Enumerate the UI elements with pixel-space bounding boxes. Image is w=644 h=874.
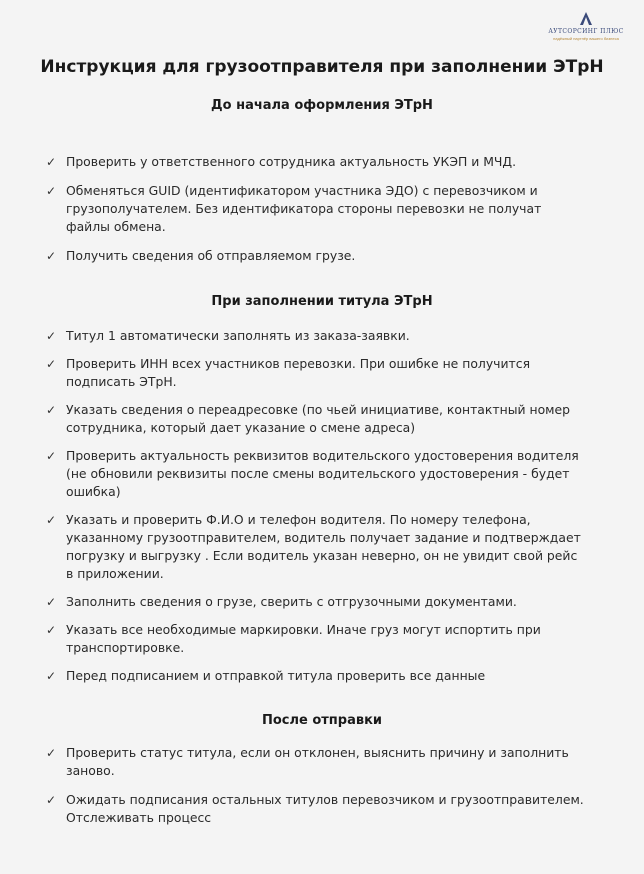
section-heading-filling: При заполнении титула ЭТрН — [211, 294, 433, 309]
check-icon: ✓ — [46, 329, 57, 343]
list-item: ✓ Обменяться GUID (идентификатором участника ЭДО) с перевозчиком и грузополучателем. Без идентификатора стороны перевозки не получат файлы обмена. — [46, 183, 542, 234]
list-item: ✓ Ожидать подписания остальных титулов перевозчиком и грузоотправителем. Отслеживать процесс — [46, 792, 584, 825]
list-item: ✓ Перед подписанием и отправкой титула проверить все данные — [46, 668, 486, 683]
check-icon: ✓ — [46, 746, 57, 760]
check-icon: ✓ — [46, 669, 57, 683]
section-heading-after: После отправки — [261, 713, 383, 728]
list-item: ✓ Проверить актуальность реквизитов водительского удостоверения водителя (не обновили реквизиты после смены водительского удостоверения - будет ошибка) — [46, 448, 579, 499]
check-icon: ✓ — [46, 357, 57, 371]
list-item: ✓ Проверить статус титула, если он отклонен, выяснить причину и заполнить заново. — [46, 745, 569, 778]
logo-mark-icon — [579, 12, 593, 26]
list-item: ✓ Заполнить сведения о грузе, сверить с отгрузочными документами. — [46, 594, 517, 609]
check-icon: ✓ — [46, 155, 57, 169]
section-list-after — [46, 744, 586, 827]
section-heading-before: До начала оформления ЭТрН — [211, 98, 433, 113]
list-item: ✓ Проверить ИНН всех участников перевозки. При ошибке не получится подписать ЭТрН. — [46, 356, 531, 389]
check-icon: ✓ — [46, 184, 57, 198]
check-icon: ✓ — [46, 793, 57, 807]
check-icon: ✓ — [46, 513, 57, 527]
list-item: ✓ Титул 1 автоматически заполнять из заказа-заявки. — [46, 328, 410, 343]
section-list-before — [46, 153, 586, 265]
list-item: ✓ Проверить у ответственного сотрудника актуальность УКЭП и МЧД. — [46, 154, 517, 169]
list-item: ✓ Указать сведения о переадресовке (по чьей инициативе, контактный номер сотрудника, который дает указание о смене адреса) — [46, 402, 570, 435]
check-icon: ✓ — [46, 623, 57, 637]
logo-brand: АУТСОРСИНГ ПЛЮС — [548, 28, 624, 35]
check-icon: ✓ — [46, 449, 57, 463]
company-logo — [546, 12, 626, 41]
logo-tagline: надёжный партнёр вашего бизнеса — [553, 36, 619, 41]
check-icon: ✓ — [46, 249, 57, 263]
document-title: Инструкция для грузоотправителя при заполнении ЭТрН — [40, 57, 604, 77]
list-item: ✓ Получить сведения об отправляемом грузе. — [46, 248, 356, 263]
check-icon: ✓ — [46, 403, 57, 417]
section-list-filling — [46, 327, 586, 685]
list-item: ✓ Указать все необходимые маркировки. Иначе груз могут испортить при транспортировке. — [46, 622, 541, 655]
check-icon: ✓ — [46, 595, 57, 609]
list-item: ✓ Указать и проверить Ф.И.О и телефон водителя. По номеру телефона, указанному грузоотправителем, водитель получает задание и подтверждает погрузку и выгрузку . Если водитель указан неверно, он не увидит свой рейс в приложении. — [46, 512, 581, 581]
